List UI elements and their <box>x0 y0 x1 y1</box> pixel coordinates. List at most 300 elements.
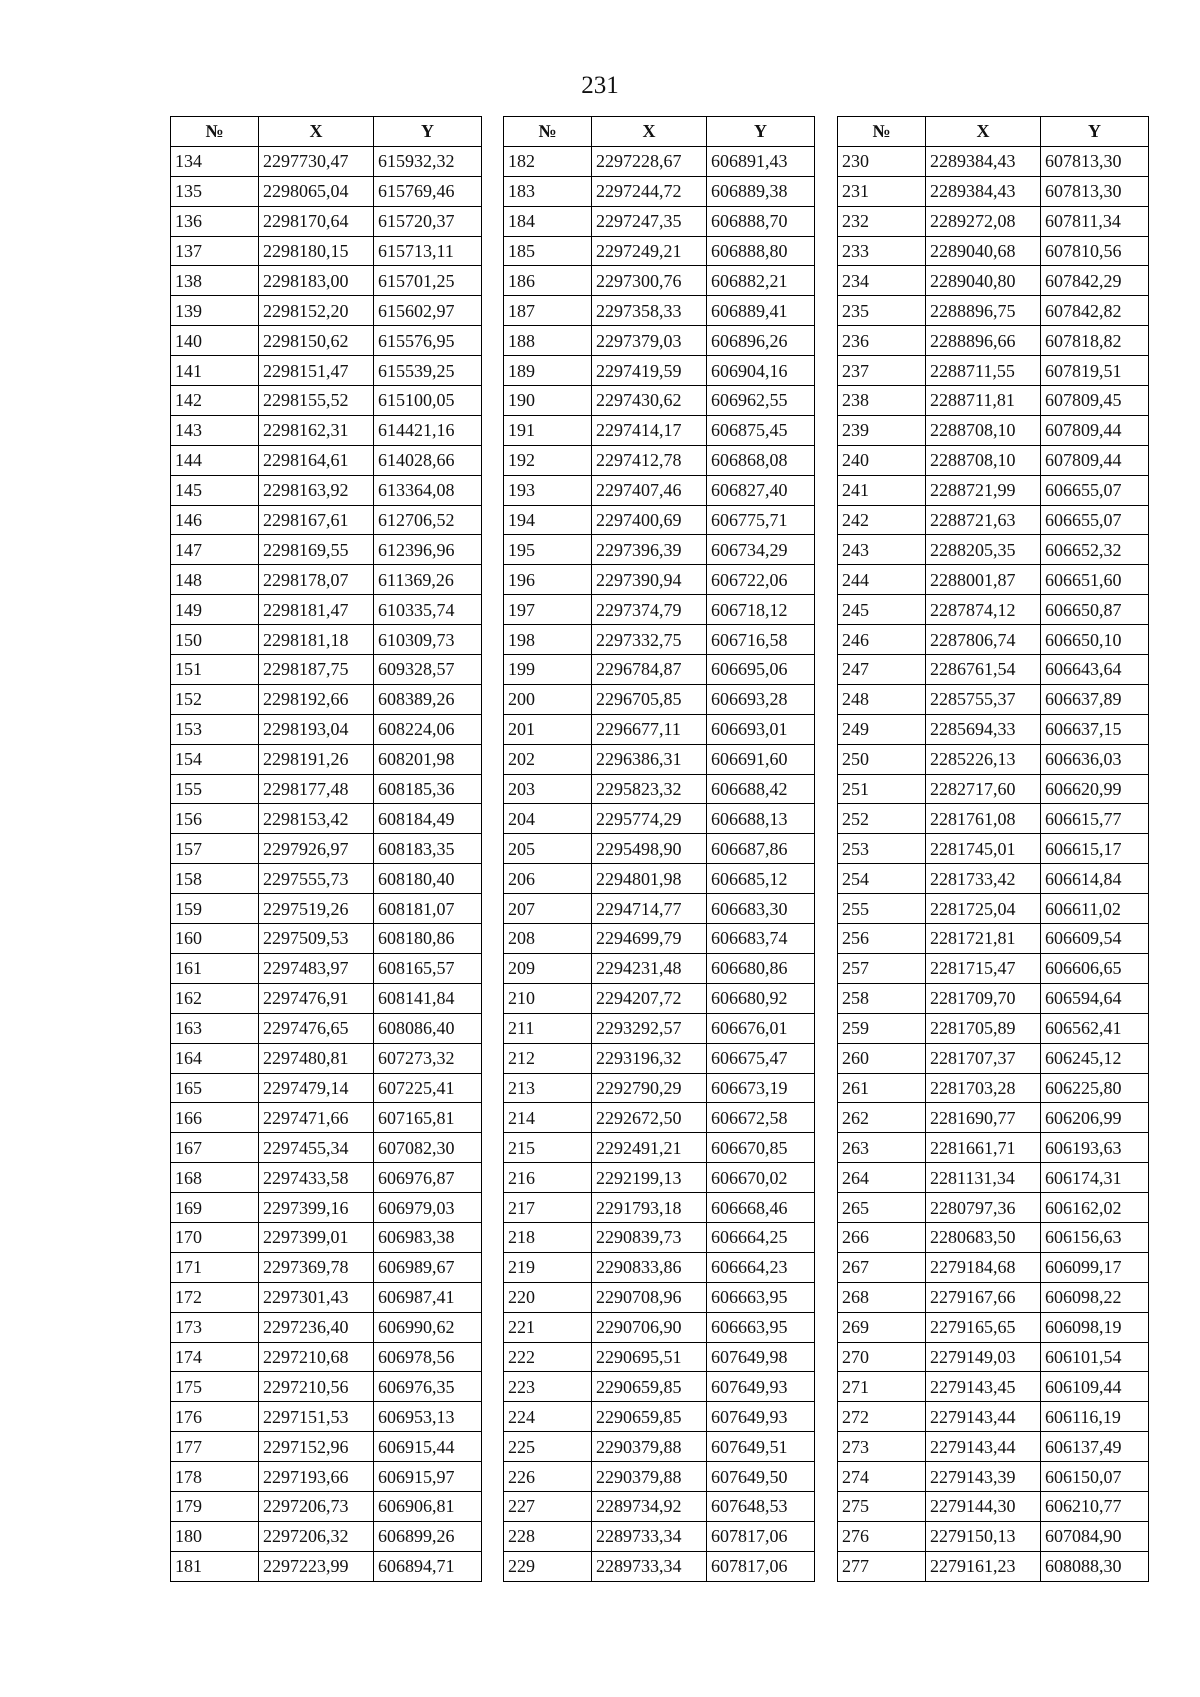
table-row <box>838 595 1149 625</box>
table-row <box>504 1282 815 1312</box>
table-row <box>504 475 815 505</box>
table-row <box>504 595 815 625</box>
point-number-cell: 153 <box>171 714 259 744</box>
y-coordinate-cell: 608165,57 <box>374 953 482 983</box>
y-coordinate-cell: 607809,45 <box>1041 386 1149 416</box>
point-number-cell: 218 <box>504 1222 592 1252</box>
x-coordinate-cell: 2297358,33 <box>592 296 707 326</box>
y-coordinate-cell: 606978,56 <box>374 1342 482 1372</box>
point-number-cell: 146 <box>171 505 259 535</box>
point-number-cell: 236 <box>838 326 926 356</box>
table-row <box>171 864 482 894</box>
table-row <box>171 894 482 924</box>
point-number-cell: 201 <box>504 714 592 744</box>
table-row <box>838 894 1149 924</box>
x-coordinate-cell: 2297390,94 <box>592 565 707 595</box>
table-row <box>838 744 1149 774</box>
x-coordinate-cell: 2297399,16 <box>259 1193 374 1223</box>
table-row <box>838 1342 1149 1372</box>
y-coordinate-cell: 615701,25 <box>374 266 482 296</box>
y-coordinate-cell: 606637,15 <box>1041 714 1149 744</box>
y-coordinate-cell: 607842,29 <box>1041 266 1149 296</box>
point-number-cell: 205 <box>504 834 592 864</box>
table-row <box>171 266 482 296</box>
table-row <box>504 924 815 954</box>
x-coordinate-cell: 2287874,12 <box>926 595 1041 625</box>
y-coordinate-cell: 608184,49 <box>374 804 482 834</box>
y-coordinate-cell: 606663,95 <box>707 1282 815 1312</box>
y-coordinate-cell: 606651,60 <box>1041 565 1149 595</box>
point-number-cell: 246 <box>838 625 926 655</box>
table-row <box>838 864 1149 894</box>
y-coordinate-cell: 606693,01 <box>707 714 815 744</box>
point-number-cell: 232 <box>838 206 926 236</box>
y-coordinate-cell: 607084,90 <box>1041 1521 1149 1551</box>
x-coordinate-cell: 2292672,50 <box>592 1103 707 1133</box>
x-coordinate-cell: 2297926,97 <box>259 834 374 864</box>
table-row <box>171 1402 482 1432</box>
y-coordinate-cell: 606643,64 <box>1041 655 1149 685</box>
x-coordinate-cell: 2298151,47 <box>259 356 374 386</box>
y-coordinate-cell: 607809,44 <box>1041 415 1149 445</box>
x-coordinate-cell: 2280797,36 <box>926 1193 1041 1223</box>
x-coordinate-cell: 2288721,63 <box>926 505 1041 535</box>
x-coordinate-cell: 2281709,70 <box>926 983 1041 1013</box>
x-coordinate-cell: 2294207,72 <box>592 983 707 1013</box>
table-row <box>504 296 815 326</box>
table-row <box>838 1402 1149 1432</box>
x-coordinate-cell: 2288721,99 <box>926 475 1041 505</box>
y-coordinate-cell: 606193,63 <box>1041 1133 1149 1163</box>
x-coordinate-cell: 2297223,99 <box>259 1551 374 1581</box>
y-coordinate-cell: 606685,12 <box>707 864 815 894</box>
y-coordinate-cell: 607649,51 <box>707 1432 815 1462</box>
y-coordinate-cell: 606983,38 <box>374 1222 482 1252</box>
y-coordinate-cell: 606989,67 <box>374 1252 482 1282</box>
point-number-cell: 257 <box>838 953 926 983</box>
header-y: Y <box>707 117 815 147</box>
x-coordinate-cell: 2297206,32 <box>259 1521 374 1551</box>
table-row <box>171 1462 482 1492</box>
y-coordinate-cell: 607273,32 <box>374 1043 482 1073</box>
x-coordinate-cell: 2297152,96 <box>259 1432 374 1462</box>
x-coordinate-cell: 2286761,54 <box>926 655 1041 685</box>
x-coordinate-cell: 2298167,61 <box>259 505 374 535</box>
x-coordinate-cell: 2281705,89 <box>926 1013 1041 1043</box>
point-number-cell: 259 <box>838 1013 926 1043</box>
point-number-cell: 249 <box>838 714 926 744</box>
point-number-cell: 262 <box>838 1103 926 1133</box>
x-coordinate-cell: 2297476,91 <box>259 983 374 1013</box>
x-coordinate-cell: 2290833,86 <box>592 1252 707 1282</box>
y-coordinate-cell: 606109,44 <box>1041 1372 1149 1402</box>
point-number-cell: 210 <box>504 983 592 1013</box>
coordinates-table-2 <box>503 116 815 1582</box>
x-coordinate-cell: 2290659,85 <box>592 1402 707 1432</box>
point-number-cell: 195 <box>504 535 592 565</box>
table-row <box>838 505 1149 535</box>
point-number-cell: 263 <box>838 1133 926 1163</box>
table-row <box>838 356 1149 386</box>
x-coordinate-cell: 2298169,55 <box>259 535 374 565</box>
table-row <box>838 475 1149 505</box>
y-coordinate-cell: 607649,50 <box>707 1462 815 1492</box>
x-coordinate-cell: 2290708,96 <box>592 1282 707 1312</box>
y-coordinate-cell: 606718,12 <box>707 595 815 625</box>
table-row <box>504 1043 815 1073</box>
table-row <box>171 1551 482 1581</box>
point-number-cell: 226 <box>504 1462 592 1492</box>
table-row <box>504 625 815 655</box>
x-coordinate-cell: 2297369,78 <box>259 1252 374 1282</box>
table-header-row <box>504 117 815 147</box>
x-coordinate-cell: 2297300,76 <box>592 266 707 296</box>
table-row <box>838 1222 1149 1252</box>
y-coordinate-cell: 611369,26 <box>374 565 482 595</box>
x-coordinate-cell: 2288896,66 <box>926 326 1041 356</box>
table-row <box>171 1073 482 1103</box>
x-coordinate-cell: 2297430,62 <box>592 386 707 416</box>
y-coordinate-cell: 608141,84 <box>374 983 482 1013</box>
table-row <box>838 326 1149 356</box>
x-coordinate-cell: 2297419,59 <box>592 356 707 386</box>
point-number-cell: 254 <box>838 864 926 894</box>
table-row <box>504 1013 815 1043</box>
header-x: X <box>592 117 707 147</box>
point-number-cell: 221 <box>504 1312 592 1342</box>
table-row <box>504 1222 815 1252</box>
table-row <box>504 386 815 416</box>
point-number-cell: 184 <box>504 206 592 236</box>
y-coordinate-cell: 606722,06 <box>707 565 815 595</box>
point-number-cell: 202 <box>504 744 592 774</box>
table-row <box>504 1103 815 1133</box>
table-row <box>838 1432 1149 1462</box>
point-number-cell: 166 <box>171 1103 259 1133</box>
y-coordinate-cell: 615769,46 <box>374 176 482 206</box>
y-coordinate-cell: 606882,21 <box>707 266 815 296</box>
x-coordinate-cell: 2297476,65 <box>259 1013 374 1043</box>
x-coordinate-cell: 2296677,11 <box>592 714 707 744</box>
x-coordinate-cell: 2296784,87 <box>592 655 707 685</box>
x-coordinate-cell: 2289733,34 <box>592 1521 707 1551</box>
point-number-cell: 234 <box>838 266 926 296</box>
point-number-cell: 194 <box>504 505 592 535</box>
point-number-cell: 155 <box>171 774 259 804</box>
x-coordinate-cell: 2297332,75 <box>592 625 707 655</box>
point-number-cell: 272 <box>838 1402 926 1432</box>
table-row <box>504 146 815 176</box>
table-row <box>171 804 482 834</box>
point-number-cell: 137 <box>171 236 259 266</box>
table-row <box>838 266 1149 296</box>
table-row <box>838 804 1149 834</box>
point-number-cell: 196 <box>504 565 592 595</box>
table-row <box>171 953 482 983</box>
y-coordinate-cell: 608180,86 <box>374 924 482 954</box>
header-number: № <box>838 117 926 147</box>
point-number-cell: 170 <box>171 1222 259 1252</box>
table-row <box>838 834 1149 864</box>
y-coordinate-cell: 610335,74 <box>374 595 482 625</box>
x-coordinate-cell: 2297244,72 <box>592 176 707 206</box>
x-coordinate-cell: 2279165,65 <box>926 1312 1041 1342</box>
x-coordinate-cell: 2297399,01 <box>259 1222 374 1252</box>
x-coordinate-cell: 2297509,53 <box>259 924 374 954</box>
x-coordinate-cell: 2288205,35 <box>926 535 1041 565</box>
table-row <box>171 1491 482 1521</box>
table-row <box>504 983 815 1013</box>
x-coordinate-cell: 2297730,47 <box>259 146 374 176</box>
y-coordinate-cell: 606716,58 <box>707 625 815 655</box>
y-coordinate-cell: 606899,26 <box>374 1521 482 1551</box>
point-number-cell: 140 <box>171 326 259 356</box>
point-number-cell: 208 <box>504 924 592 954</box>
y-coordinate-cell: 606611,02 <box>1041 894 1149 924</box>
y-coordinate-cell: 607818,82 <box>1041 326 1149 356</box>
y-coordinate-cell: 608088,30 <box>1041 1551 1149 1581</box>
point-number-cell: 258 <box>838 983 926 1013</box>
x-coordinate-cell: 2280683,50 <box>926 1222 1041 1252</box>
y-coordinate-cell: 608181,07 <box>374 894 482 924</box>
point-number-cell: 157 <box>171 834 259 864</box>
x-coordinate-cell: 2281733,42 <box>926 864 1041 894</box>
table-row <box>838 1312 1149 1342</box>
point-number-cell: 209 <box>504 953 592 983</box>
y-coordinate-cell: 606888,70 <box>707 206 815 236</box>
point-number-cell: 143 <box>171 415 259 445</box>
point-number-cell: 154 <box>171 744 259 774</box>
point-number-cell: 150 <box>171 625 259 655</box>
point-number-cell: 241 <box>838 475 926 505</box>
y-coordinate-cell: 607648,53 <box>707 1491 815 1521</box>
y-coordinate-cell: 609328,57 <box>374 655 482 685</box>
y-coordinate-cell: 606976,35 <box>374 1372 482 1402</box>
table-header-row <box>838 117 1149 147</box>
x-coordinate-cell: 2297471,66 <box>259 1103 374 1133</box>
point-number-cell: 277 <box>838 1551 926 1581</box>
x-coordinate-cell: 2281715,47 <box>926 953 1041 983</box>
table-row <box>171 744 482 774</box>
x-coordinate-cell: 2298150,62 <box>259 326 374 356</box>
x-coordinate-cell: 2290706,90 <box>592 1312 707 1342</box>
point-number-cell: 197 <box>504 595 592 625</box>
point-number-cell: 158 <box>171 864 259 894</box>
point-number-cell: 182 <box>504 146 592 176</box>
y-coordinate-cell: 608185,36 <box>374 774 482 804</box>
header-y: Y <box>374 117 482 147</box>
table-row <box>838 1521 1149 1551</box>
y-coordinate-cell: 606668,46 <box>707 1193 815 1223</box>
point-number-cell: 178 <box>171 1462 259 1492</box>
y-coordinate-cell: 606652,32 <box>1041 535 1149 565</box>
coordinates-table-1 <box>170 116 482 1582</box>
x-coordinate-cell: 2279150,13 <box>926 1521 1041 1551</box>
x-coordinate-cell: 2297479,14 <box>259 1073 374 1103</box>
point-number-cell: 266 <box>838 1222 926 1252</box>
x-coordinate-cell: 2297412,78 <box>592 445 707 475</box>
y-coordinate-cell: 606664,25 <box>707 1222 815 1252</box>
y-coordinate-cell: 606562,41 <box>1041 1013 1149 1043</box>
x-coordinate-cell: 2285694,33 <box>926 714 1041 744</box>
table-row <box>504 774 815 804</box>
point-number-cell: 171 <box>171 1252 259 1282</box>
point-number-cell: 276 <box>838 1521 926 1551</box>
table-row <box>838 1462 1149 1492</box>
x-coordinate-cell: 2297396,39 <box>592 535 707 565</box>
x-coordinate-cell: 2297206,73 <box>259 1491 374 1521</box>
y-coordinate-cell: 606650,87 <box>1041 595 1149 625</box>
y-coordinate-cell: 606676,01 <box>707 1013 815 1043</box>
point-number-cell: 219 <box>504 1252 592 1282</box>
x-coordinate-cell: 2297483,97 <box>259 953 374 983</box>
x-coordinate-cell: 2281703,28 <box>926 1073 1041 1103</box>
x-coordinate-cell: 2281725,04 <box>926 894 1041 924</box>
table-row <box>171 1163 482 1193</box>
table-row <box>838 1551 1149 1581</box>
table-row <box>838 1073 1149 1103</box>
y-coordinate-cell: 606691,60 <box>707 744 815 774</box>
y-coordinate-cell: 606245,12 <box>1041 1043 1149 1073</box>
table-row <box>504 864 815 894</box>
x-coordinate-cell: 2298170,64 <box>259 206 374 236</box>
x-coordinate-cell: 2279161,23 <box>926 1551 1041 1581</box>
table-row <box>171 1193 482 1223</box>
point-number-cell: 253 <box>838 834 926 864</box>
point-number-cell: 192 <box>504 445 592 475</box>
point-number-cell: 228 <box>504 1521 592 1551</box>
point-number-cell: 176 <box>171 1402 259 1432</box>
table-row <box>838 1372 1149 1402</box>
point-number-cell: 186 <box>504 266 592 296</box>
point-number-cell: 189 <box>504 356 592 386</box>
table-row <box>171 535 482 565</box>
x-coordinate-cell: 2285226,13 <box>926 744 1041 774</box>
table-row <box>171 1013 482 1043</box>
x-coordinate-cell: 2289733,34 <box>592 1551 707 1581</box>
y-coordinate-cell: 606695,06 <box>707 655 815 685</box>
table-row <box>504 1342 815 1372</box>
table-row <box>838 1013 1149 1043</box>
x-coordinate-cell: 2298191,26 <box>259 744 374 774</box>
x-coordinate-cell: 2289384,43 <box>926 176 1041 206</box>
y-coordinate-cell: 608201,98 <box>374 744 482 774</box>
table-row <box>171 774 482 804</box>
point-number-cell: 204 <box>504 804 592 834</box>
point-number-cell: 261 <box>838 1073 926 1103</box>
point-number-cell: 250 <box>838 744 926 774</box>
point-number-cell: 244 <box>838 565 926 595</box>
y-coordinate-cell: 606174,31 <box>1041 1163 1149 1193</box>
table-row <box>171 1521 482 1551</box>
y-coordinate-cell: 614028,66 <box>374 445 482 475</box>
y-coordinate-cell: 615713,11 <box>374 236 482 266</box>
point-number-cell: 148 <box>171 565 259 595</box>
x-coordinate-cell: 2292199,13 <box>592 1163 707 1193</box>
x-coordinate-cell: 2294801,98 <box>592 864 707 894</box>
table-row <box>838 445 1149 475</box>
point-number-cell: 267 <box>838 1252 926 1282</box>
table-row <box>171 625 482 655</box>
point-number-cell: 134 <box>171 146 259 176</box>
x-coordinate-cell: 2288708,10 <box>926 415 1041 445</box>
x-coordinate-cell: 2288708,10 <box>926 445 1041 475</box>
point-number-cell: 177 <box>171 1432 259 1462</box>
y-coordinate-cell: 615602,97 <box>374 296 482 326</box>
y-coordinate-cell: 607649,93 <box>707 1402 815 1432</box>
table-row <box>171 565 482 595</box>
table-row <box>504 684 815 714</box>
table-header-row <box>171 117 482 147</box>
x-coordinate-cell: 2297210,68 <box>259 1342 374 1372</box>
point-number-cell: 179 <box>171 1491 259 1521</box>
y-coordinate-cell: 608389,26 <box>374 684 482 714</box>
y-coordinate-cell: 606976,87 <box>374 1163 482 1193</box>
table-row <box>838 983 1149 1013</box>
y-coordinate-cell: 607082,30 <box>374 1133 482 1163</box>
x-coordinate-cell: 2294699,79 <box>592 924 707 954</box>
x-coordinate-cell: 2298178,07 <box>259 565 374 595</box>
x-coordinate-cell: 2295498,90 <box>592 834 707 864</box>
y-coordinate-cell: 606098,19 <box>1041 1312 1149 1342</box>
point-number-cell: 229 <box>504 1551 592 1581</box>
table-row <box>838 1043 1149 1073</box>
table-row <box>171 1312 482 1342</box>
y-coordinate-cell: 606636,03 <box>1041 744 1149 774</box>
y-coordinate-cell: 606734,29 <box>707 535 815 565</box>
y-coordinate-cell: 607809,44 <box>1041 445 1149 475</box>
table-row <box>504 655 815 685</box>
table-row <box>504 1073 815 1103</box>
point-number-cell: 242 <box>838 505 926 535</box>
y-coordinate-cell: 606116,19 <box>1041 1402 1149 1432</box>
table-row <box>171 983 482 1013</box>
table-row <box>838 1103 1149 1133</box>
point-number-cell: 270 <box>838 1342 926 1372</box>
y-coordinate-cell: 606953,13 <box>374 1402 482 1432</box>
table-row <box>171 1252 482 1282</box>
table-row <box>171 1432 482 1462</box>
point-number-cell: 138 <box>171 266 259 296</box>
x-coordinate-cell: 2297151,53 <box>259 1402 374 1432</box>
x-coordinate-cell: 2293292,57 <box>592 1013 707 1043</box>
table-row <box>171 176 482 206</box>
point-number-cell: 169 <box>171 1193 259 1223</box>
table-row <box>171 415 482 445</box>
point-number-cell: 238 <box>838 386 926 416</box>
x-coordinate-cell: 2297414,17 <box>592 415 707 445</box>
y-coordinate-cell: 612396,96 <box>374 535 482 565</box>
x-coordinate-cell: 2294231,48 <box>592 953 707 983</box>
point-number-cell: 247 <box>838 655 926 685</box>
y-coordinate-cell: 606663,95 <box>707 1312 815 1342</box>
point-number-cell: 239 <box>838 415 926 445</box>
point-number-cell: 180 <box>171 1521 259 1551</box>
table-row <box>838 1252 1149 1282</box>
y-coordinate-cell: 606906,81 <box>374 1491 482 1521</box>
point-number-cell: 207 <box>504 894 592 924</box>
table-row <box>504 953 815 983</box>
table-row <box>504 834 815 864</box>
table-row <box>504 266 815 296</box>
y-coordinate-cell: 608180,40 <box>374 864 482 894</box>
y-coordinate-cell: 606990,62 <box>374 1312 482 1342</box>
x-coordinate-cell: 2298187,75 <box>259 655 374 685</box>
point-number-cell: 230 <box>838 146 926 176</box>
x-coordinate-cell: 2298162,31 <box>259 415 374 445</box>
table-row <box>504 1402 815 1432</box>
x-coordinate-cell: 2290839,73 <box>592 1222 707 1252</box>
